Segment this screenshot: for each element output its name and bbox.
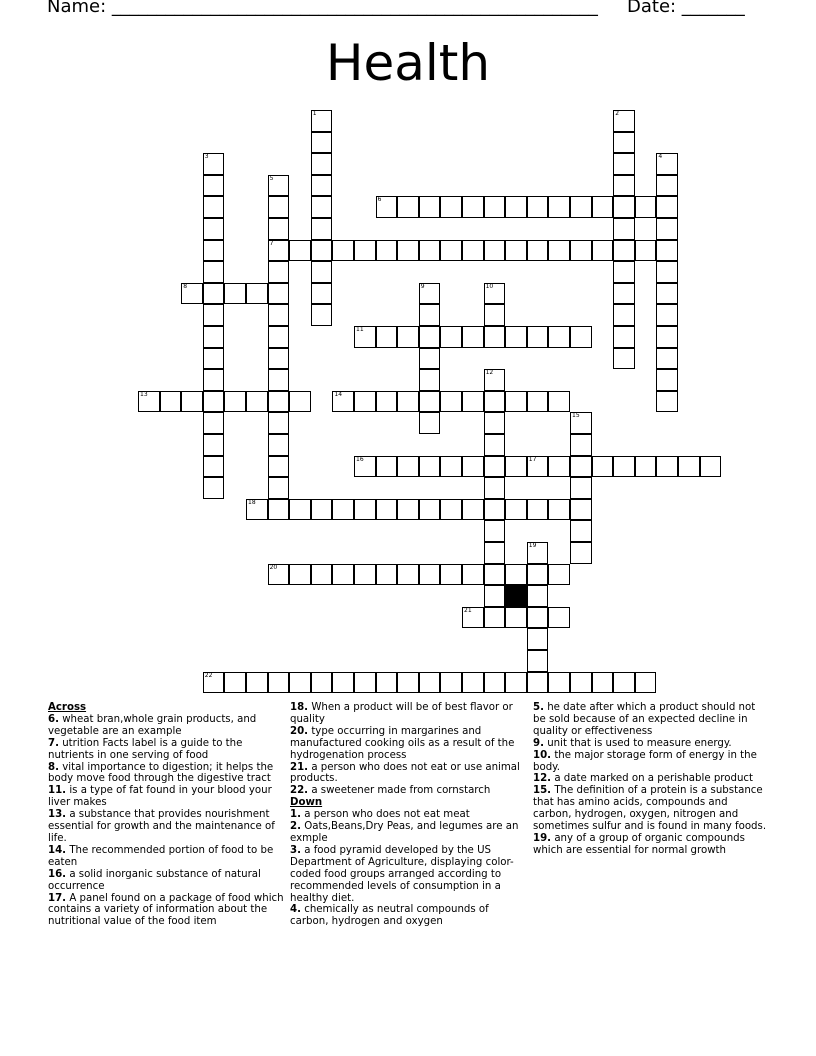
- crossword-cell[interactable]: [613, 304, 635, 326]
- crossword-cell[interactable]: [505, 326, 527, 348]
- crossword-cell[interactable]: [570, 240, 592, 262]
- crossword-cell[interactable]: [138, 391, 160, 413]
- crossword-cell[interactable]: [484, 672, 506, 694]
- crossword-cell[interactable]: [484, 326, 506, 348]
- date-field-label: Date: _______: [627, 0, 745, 17]
- crossword-cell[interactable]: [397, 240, 419, 262]
- crossword-cell[interactable]: [419, 240, 441, 262]
- clue-across-14: 14. The recommended portion of food to be eaten: [48, 844, 274, 868]
- clue-number: 10: [485, 282, 494, 290]
- crossword-cell[interactable]: [268, 456, 290, 478]
- crossword-cell[interactable]: [268, 434, 290, 456]
- crossword-cell[interactable]: [203, 477, 225, 499]
- crossword-cell[interactable]: [419, 456, 441, 478]
- crossword-cell[interactable]: [268, 412, 290, 434]
- crossword-cell[interactable]: [505, 196, 527, 218]
- clue-down-9: 9. unit that is used to measure energy.: [533, 737, 732, 749]
- name-field-label: Name: ______________________________________________________: [47, 0, 598, 17]
- crossword-cell[interactable]: [203, 153, 225, 175]
- crossword-cell[interactable]: [570, 326, 592, 348]
- crossword-cell[interactable]: [592, 240, 614, 262]
- clue-number: 8: [183, 282, 188, 290]
- crossword-cell[interactable]: [613, 283, 635, 305]
- crossword-cell[interactable]: [289, 564, 311, 586]
- crossword-cell[interactable]: [203, 196, 225, 218]
- crossword-cell[interactable]: [527, 672, 549, 694]
- clue-number: 22: [204, 671, 213, 679]
- crossword-cell[interactable]: [462, 240, 484, 262]
- clue-number: 9: [420, 282, 425, 290]
- crossword-cell[interactable]: [246, 283, 268, 305]
- crossword-cell[interactable]: [203, 283, 225, 305]
- crossword-cell[interactable]: [440, 240, 462, 262]
- across-heading: Across: [48, 702, 87, 713]
- crossword-cell[interactable]: [397, 326, 419, 348]
- clue-number: 2: [615, 110, 620, 117]
- crossword-cell[interactable]: [203, 218, 225, 240]
- crossword-cell[interactable]: [397, 564, 419, 586]
- crossword-cell[interactable]: [613, 196, 635, 218]
- crossword-cell[interactable]: [268, 369, 290, 391]
- crossword-cell[interactable]: [246, 499, 268, 521]
- crossword-cell[interactable]: [354, 456, 376, 478]
- crossword-cell[interactable]: [548, 240, 570, 262]
- crossword-cell[interactable]: [484, 412, 506, 434]
- crossword-cell[interactable]: [224, 672, 246, 694]
- crossword-cell[interactable]: [570, 542, 592, 564]
- clue-down-12: 12. a date marked on a perishable product: [533, 773, 754, 785]
- crossword-cell[interactable]: [311, 261, 333, 283]
- clues-column-1: [48, 702, 284, 928]
- crossword-cell[interactable]: [311, 304, 333, 326]
- crossword-cell[interactable]: [311, 196, 333, 218]
- clue-down-2: 2. Oats,Beans,Dry Peas, and legumes are an exmple: [290, 821, 519, 844]
- crossword-cell[interactable]: [289, 499, 311, 521]
- crossword-cell[interactable]: [613, 240, 635, 262]
- crossword-cell[interactable]: [311, 672, 333, 694]
- crossword-cell[interactable]: [635, 196, 657, 218]
- crossword-cell[interactable]: [224, 283, 246, 305]
- crossword-cell[interactable]: [354, 240, 376, 262]
- clue-number: 4: [658, 153, 663, 161]
- crossword-cell[interactable]: [505, 672, 527, 694]
- crossword-cell[interactable]: [311, 110, 333, 132]
- crossword-cell[interactable]: [656, 153, 678, 175]
- clue-number: 11: [356, 326, 364, 333]
- crossword-cell[interactable]: [397, 456, 419, 478]
- crossword-cell[interactable]: [419, 348, 441, 370]
- crossword-cell[interactable]: [397, 196, 419, 218]
- crossword-cell[interactable]: [203, 261, 225, 283]
- clue-number: 21: [464, 606, 472, 614]
- crossword-cell[interactable]: [289, 672, 311, 694]
- crossword-cell[interactable]: [548, 456, 570, 478]
- crossword-cell[interactable]: [527, 650, 549, 672]
- crossword-cell[interactable]: [484, 585, 506, 607]
- crossword-cell[interactable]: [484, 477, 506, 499]
- crossword-cell[interactable]: [570, 520, 592, 542]
- crossword-cell[interactable]: [505, 564, 527, 586]
- crossword-cell[interactable]: [419, 304, 441, 326]
- clue-number: 15: [572, 412, 580, 420]
- clue-number: 17: [528, 455, 537, 463]
- crossword-cell[interactable]: [419, 196, 441, 218]
- crossword-cell[interactable]: [419, 391, 441, 413]
- crossword-cell[interactable]: [268, 672, 290, 694]
- crossword-cell[interactable]: [484, 283, 506, 305]
- crossword-cell[interactable]: [268, 175, 290, 197]
- crossword-cell[interactable]: [462, 672, 484, 694]
- crossword-cell[interactable]: [484, 499, 506, 521]
- crossword-cell[interactable]: [203, 326, 225, 348]
- crossword-cell[interactable]: [484, 240, 506, 262]
- crossword-cell[interactable]: [613, 261, 635, 283]
- crossword-cell[interactable]: [376, 240, 398, 262]
- crossword-cell[interactable]: [203, 304, 225, 326]
- crossword-cell[interactable]: [440, 456, 462, 478]
- crossword-cell[interactable]: [548, 196, 570, 218]
- crossword-cell[interactable]: [527, 607, 549, 629]
- clue-across-21: 21. a person who does not eat or use animal products.: [290, 761, 520, 785]
- crossword-cell[interactable]: [656, 240, 678, 262]
- crossword-cell[interactable]: [570, 412, 592, 434]
- crossword-cell[interactable]: [376, 564, 398, 586]
- crossword-cell[interactable]: [376, 456, 398, 478]
- crossword-cell[interactable]: [484, 369, 506, 391]
- crossword-cell[interactable]: [376, 672, 398, 694]
- crossword-cell[interactable]: [268, 283, 290, 305]
- crossword-cell[interactable]: [462, 499, 484, 521]
- crossword-cell[interactable]: [332, 672, 354, 694]
- crossword-cell[interactable]: [397, 672, 419, 694]
- crossword-cell[interactable]: [656, 348, 678, 370]
- crossword-cell[interactable]: [246, 391, 268, 413]
- crossword-cell[interactable]: [268, 240, 290, 262]
- crossword-cell[interactable]: [548, 672, 570, 694]
- clue-across-13: 13. a substance that provides nourishment essential for growth and the maintenance of life.: [48, 809, 275, 844]
- clue-down-3: 3. a food pyramid developed by the US Department of Agriculture, displaying color-coded food groups arranged according to recommended levels of consumption in a healthy diet.: [290, 844, 514, 904]
- crossword-cell[interactable]: [656, 261, 678, 283]
- crossword-cell[interactable]: [527, 456, 549, 478]
- crossword-cell[interactable]: [289, 240, 311, 262]
- crossword-cell[interactable]: [268, 261, 290, 283]
- clue-number: 1: [312, 110, 317, 117]
- crossword-cell[interactable]: [656, 304, 678, 326]
- clue-across-18: 18. When a product will be of best flavor or quality: [290, 702, 513, 725]
- clue-across-16: 16. a solid inorganic substance of natural occurrence: [48, 868, 261, 892]
- crossword-cell[interactable]: [484, 196, 506, 218]
- crossword-cell[interactable]: [246, 672, 268, 694]
- crossword-cell[interactable]: [419, 369, 441, 391]
- crossword-cell[interactable]: [548, 499, 570, 521]
- crossword-cell[interactable]: [440, 499, 462, 521]
- crossword-cell[interactable]: [376, 326, 398, 348]
- clue-across-7: 7. utrition Facts label is a guide to the nutrients in one serving of food: [48, 737, 243, 761]
- crossword-cell[interactable]: [505, 391, 527, 413]
- crossword-cell[interactable]: [203, 412, 225, 434]
- crossword-cell[interactable]: [548, 391, 570, 413]
- crossword-cell[interactable]: [527, 240, 549, 262]
- crossword-cell[interactable]: [678, 456, 700, 478]
- crossword-cell[interactable]: [268, 477, 290, 499]
- crossword-cell[interactable]: [203, 240, 225, 262]
- crossword-cell[interactable]: [332, 240, 354, 262]
- black-square: [505, 585, 527, 607]
- crossword-cell[interactable]: [354, 499, 376, 521]
- crossword-cell[interactable]: [570, 196, 592, 218]
- crossword-cell[interactable]: [505, 240, 527, 262]
- crossword-cell[interactable]: [613, 110, 635, 132]
- clue-down-10: 10. the major storage form of energy in the body.: [533, 749, 757, 773]
- clue-number: 5: [269, 174, 274, 182]
- crossword-cell[interactable]: [656, 369, 678, 391]
- clue-number: 12: [485, 369, 494, 377]
- crossword-cell[interactable]: [419, 672, 441, 694]
- crossword-cell[interactable]: [484, 520, 506, 542]
- crossword-cell[interactable]: [462, 196, 484, 218]
- crossword-cell[interactable]: [268, 499, 290, 521]
- crossword-cell[interactable]: [268, 304, 290, 326]
- crossword-cell[interactable]: [440, 391, 462, 413]
- crossword-cell[interactable]: [203, 369, 225, 391]
- crossword-cell[interactable]: [548, 607, 570, 629]
- crossword-cell[interactable]: [635, 672, 657, 694]
- clue-number: 6: [377, 196, 382, 204]
- crossword-cell[interactable]: [484, 542, 506, 564]
- crossword-cell[interactable]: [203, 456, 225, 478]
- clue-number: 14: [334, 390, 343, 398]
- crossword-cell[interactable]: [419, 283, 441, 305]
- crossword-cell[interactable]: [613, 348, 635, 370]
- crossword-cell[interactable]: [656, 218, 678, 240]
- crossword-cell[interactable]: [203, 348, 225, 370]
- crossword-cell[interactable]: [332, 499, 354, 521]
- clue-number: 16: [356, 455, 364, 463]
- crossword-cell[interactable]: [462, 564, 484, 586]
- clues-column-3: [533, 702, 769, 857]
- crossword-cell[interactable]: [592, 456, 614, 478]
- clues-column-2: [290, 702, 526, 928]
- clue-down-5: 5. he date after which a product should not be sold because of an expected decline in quality or effectiveness: [533, 702, 756, 737]
- crossword-cell[interactable]: [613, 153, 635, 175]
- crossword-cell[interactable]: [203, 434, 225, 456]
- crossword-cell[interactable]: [289, 391, 311, 413]
- crossword-cell[interactable]: [268, 196, 290, 218]
- clue-number: 3: [204, 153, 209, 161]
- crossword-cell[interactable]: [548, 564, 570, 586]
- crossword-cell[interactable]: [354, 564, 376, 586]
- crossword-cell[interactable]: [397, 391, 419, 413]
- crossword-cell[interactable]: [527, 326, 549, 348]
- crossword-cell[interactable]: [613, 132, 635, 154]
- crossword-cell[interactable]: [484, 607, 506, 629]
- crossword-cell[interactable]: [462, 607, 484, 629]
- clue-down-19: 19. any of a group of organic compounds which are essential for normal growth: [533, 832, 745, 856]
- crossword-cell[interactable]: [376, 196, 398, 218]
- crossword-cell[interactable]: [268, 348, 290, 370]
- crossword-cell[interactable]: [527, 499, 549, 521]
- crossword-cell[interactable]: [332, 391, 354, 413]
- crossword-cell[interactable]: [613, 672, 635, 694]
- crossword-cell[interactable]: [311, 499, 333, 521]
- crossword-cell[interactable]: [656, 326, 678, 348]
- crossword-cell[interactable]: [397, 499, 419, 521]
- clue-across-6: 6. wheat bran,whole grain products, and vegetable are an example: [48, 713, 257, 737]
- crossword-cell[interactable]: [181, 283, 203, 305]
- crossword-cell[interactable]: [311, 240, 333, 262]
- crossword-cell[interactable]: [484, 304, 506, 326]
- crossword-cell[interactable]: [484, 456, 506, 478]
- clue-number: 18: [248, 498, 256, 506]
- crossword-cell[interactable]: [203, 391, 225, 413]
- crossword-cell[interactable]: [527, 564, 549, 586]
- crossword-cell[interactable]: [484, 391, 506, 413]
- crossword-cell[interactable]: [224, 391, 246, 413]
- crossword-cell[interactable]: [376, 391, 398, 413]
- crossword-cell[interactable]: [505, 499, 527, 521]
- crossword-cell[interactable]: [656, 283, 678, 305]
- crossword-cell[interactable]: [505, 456, 527, 478]
- crossword-cell[interactable]: [311, 132, 333, 154]
- crossword-cell[interactable]: [462, 456, 484, 478]
- crossword-cell[interactable]: [440, 326, 462, 348]
- crossword-cell[interactable]: [656, 456, 678, 478]
- crossword-cell[interactable]: [505, 607, 527, 629]
- crossword-cell[interactable]: [527, 391, 549, 413]
- clue-across-8: 8. vital importance to digestion; it helps the body move food through the digestive tract: [48, 761, 274, 785]
- crossword-cell[interactable]: [462, 391, 484, 413]
- crossword-cell[interactable]: [419, 326, 441, 348]
- page-title: Health: [325, 34, 491, 92]
- crossword-cell[interactable]: [311, 153, 333, 175]
- clue-down-1: 1. a person who does not eat meat: [290, 809, 470, 821]
- crossword-cell[interactable]: [160, 391, 182, 413]
- crossword-cell[interactable]: [419, 499, 441, 521]
- crossword-cell[interactable]: [570, 672, 592, 694]
- crossword-cell[interactable]: [656, 175, 678, 197]
- crossword-cell[interactable]: [311, 218, 333, 240]
- crossword-cell[interactable]: [311, 283, 333, 305]
- crossword-cell[interactable]: [376, 499, 398, 521]
- crossword-cell[interactable]: [592, 196, 614, 218]
- crossword-cell[interactable]: [613, 456, 635, 478]
- clue-number: 20: [269, 563, 278, 571]
- clue-across-22: 22. a sweetener made from cornstarch: [290, 785, 491, 797]
- clue-across-17: 17. A panel found on a package of food which contains a variety of information about the nutritional value of the food item: [48, 892, 284, 928]
- crossword-cell[interactable]: [419, 412, 441, 434]
- crossword-cell[interactable]: [548, 326, 570, 348]
- clue-across-11: 11. is a type of fat found in your blood your liver makes: [48, 785, 272, 809]
- crossword-cell[interactable]: [570, 456, 592, 478]
- crossword-cell[interactable]: [440, 564, 462, 586]
- crossword-cell[interactable]: [332, 564, 354, 586]
- crossword-cell[interactable]: [203, 175, 225, 197]
- crossword-cell[interactable]: [592, 672, 614, 694]
- crossword-cell[interactable]: [354, 672, 376, 694]
- crossword-cell[interactable]: [354, 326, 376, 348]
- crossword-cell[interactable]: [570, 477, 592, 499]
- crossword-cell[interactable]: [203, 672, 225, 694]
- down-heading: Down: [290, 797, 323, 809]
- crossword-cell[interactable]: [527, 585, 549, 607]
- crossword-cell[interactable]: [527, 542, 549, 564]
- crossword-cell[interactable]: [268, 391, 290, 413]
- crossword-cell[interactable]: [656, 196, 678, 218]
- crossword-cell[interactable]: [635, 240, 657, 262]
- crossword-cell[interactable]: [484, 564, 506, 586]
- crossword-cell[interactable]: [613, 218, 635, 240]
- crossword-cell[interactable]: [181, 391, 203, 413]
- crossword-cell[interactable]: [440, 672, 462, 694]
- crossword-cell[interactable]: [527, 628, 549, 650]
- crossword-cell[interactable]: [570, 434, 592, 456]
- clue-number: 19: [528, 542, 537, 549]
- crossword-cell[interactable]: [311, 564, 333, 586]
- clue-down-15: 15. The definition of a protein is a substance that has amino acids, compounds and carbon, hydrogen, oxygen, nitrogen and sometimes sulfur and is found in many foods.: [533, 785, 767, 833]
- crossword-cell[interactable]: [419, 564, 441, 586]
- crossword-cell[interactable]: [484, 434, 506, 456]
- crossword-cell[interactable]: [656, 391, 678, 413]
- crossword-cell[interactable]: [311, 175, 333, 197]
- crossword-cell[interactable]: [268, 218, 290, 240]
- clue-number: 7: [269, 239, 274, 247]
- crossword-cell[interactable]: [700, 456, 722, 478]
- clue-down-4: 4. chemically as neutral compounds of carbon, hydrogen and oxygen: [290, 904, 489, 928]
- crossword-cell[interactable]: [613, 175, 635, 197]
- crossword-cell[interactable]: [268, 326, 290, 348]
- clue-across-20: 20. type occurring in margarines and manufactured cooking oils as a result of the hydrogenation process: [290, 725, 515, 761]
- crossword-cell[interactable]: [354, 391, 376, 413]
- crossword-cell[interactable]: [635, 456, 657, 478]
- crossword-cell[interactable]: [570, 499, 592, 521]
- crossword-cell[interactable]: [440, 196, 462, 218]
- clue-number: 13: [140, 390, 148, 398]
- crossword-cell[interactable]: [268, 564, 290, 586]
- crossword-cell[interactable]: [613, 326, 635, 348]
- crossword-cell[interactable]: [462, 326, 484, 348]
- crossword-cell[interactable]: [527, 196, 549, 218]
